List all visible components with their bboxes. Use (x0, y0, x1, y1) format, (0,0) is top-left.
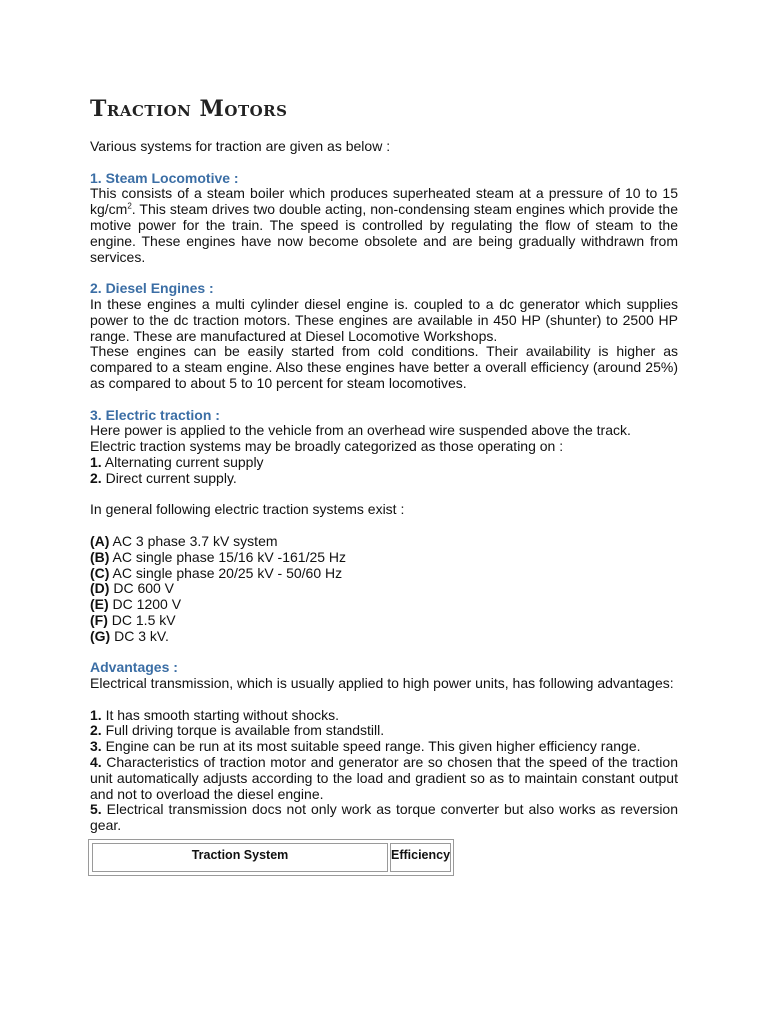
system-label: (F) (90, 611, 108, 628)
system-text: DC 600 V (109, 580, 175, 597)
system-item (90, 550, 678, 566)
advantage-num: 3. (90, 738, 102, 755)
advantage-text: Engine can be run at its most suitable speed range. This given higher efficiency range. (101, 738, 641, 755)
table-header-efficiency: Efficiency (390, 843, 451, 872)
advantage-item (90, 708, 678, 724)
traction-table (88, 839, 454, 876)
system-label: (G) (90, 627, 111, 644)
page-title: Traction Motors (90, 96, 288, 122)
system-label: (B) (90, 548, 110, 565)
document-body (90, 139, 678, 834)
supply-num: 1. (90, 453, 102, 470)
supply-text: Alternating current supply (101, 453, 264, 470)
diesel-paragraph-2: These engines can be easily started from cold conditions. Their availability is higher as compared to a steam engine. Also these engines have better a overall efficiency (around 25%) as compared to about 5 to 10 percent for steam locomotives. (90, 343, 678, 391)
advantage-num: 4. (90, 754, 102, 771)
diesel-paragraph-1: In these engines a multi cylinder diesel engine is. coupled to a dc generator which supplies power to the dc traction motors. These engines are available in 450 HP (shunter) to 2500 HP range. These are manufactured at Diesel Locomotive Workshops. (90, 295, 678, 344)
advantage-item (90, 755, 678, 802)
steam-paragraph (90, 186, 678, 265)
system-text: DC 1200 V (108, 596, 182, 613)
advantage-num: 5. (90, 801, 102, 818)
advantage-text: Characteristics of traction motor and generator are so chosen that the speed of the traction unit automatically adjusts according to the load and gradient so as to maintain constant output and not to overload the diesel engine. (90, 754, 678, 802)
general-systems-intro: In general following electric traction systems exist : (90, 501, 405, 518)
system-text: AC 3 phase 3.7 kV system (109, 532, 278, 549)
advantages-intro: Electrical transmission, which is usually applied to high power units, has following advantages: (90, 675, 674, 692)
system-item (90, 534, 678, 550)
advantage-num: 2. (90, 722, 102, 739)
electric-line-1: Here power is applied to the vehicle from an overhead wire suspended above the track. (90, 422, 631, 439)
steam-text-b: . This steam drives two double acting, non-condensing steam engines which provide the motive power for the train. The speed is controlled by regulating the flow of steam to the engine. These engines have now become obsolete and are being gradually withdrawn from services. (90, 201, 678, 265)
steam-sup: 2 (127, 201, 132, 211)
electric-line-2: Electric traction systems may be broadly categorized as those operating on : (90, 438, 564, 455)
system-text: AC single phase 15/16 kV -161/25 Hz (109, 548, 347, 565)
advantage-text: Full driving torque is available from standstill. (101, 722, 385, 739)
system-label: (E) (90, 596, 109, 613)
system-item (90, 613, 678, 629)
system-item (90, 629, 678, 645)
steam-heading: 1. Steam Locomotive : (90, 169, 239, 186)
system-item (90, 581, 678, 597)
intro-text: Various systems for traction are given as below : (90, 138, 391, 154)
system-item (90, 566, 678, 582)
advantage-text: It has smooth starting without shocks. (101, 706, 340, 723)
supply-text: Direct current supply. (101, 469, 237, 486)
electric-heading: 3. Electric traction : (90, 406, 220, 423)
system-label: (A) (90, 532, 110, 549)
advantage-item (90, 802, 678, 834)
system-label: (C) (90, 564, 110, 581)
table-header-traction-system: Traction System (92, 843, 388, 872)
supply-item (90, 455, 678, 471)
system-text: DC 3 kV. (110, 627, 169, 644)
system-label: (D) (90, 580, 110, 597)
diesel-heading: 2. Diesel Engines : (90, 280, 214, 297)
advantage-item (90, 739, 678, 755)
advantage-num: 1. (90, 706, 102, 723)
advantage-item (90, 723, 678, 739)
system-text: DC 1.5 kV (107, 611, 176, 628)
supply-num: 2. (90, 469, 102, 486)
advantages-heading: Advantages : (90, 659, 178, 676)
system-item (90, 597, 678, 613)
supply-item (90, 471, 678, 487)
advantage-text: Electrical transmission docs not only work as torque converter but also works as reversion gear. (90, 801, 678, 834)
system-text: AC single phase 20/25 kV - 50/60 Hz (109, 564, 343, 581)
steam-text-a: This consists of a steam boiler which produces superheated steam at a pressure of 10 to 15 kg/cm (90, 185, 678, 218)
